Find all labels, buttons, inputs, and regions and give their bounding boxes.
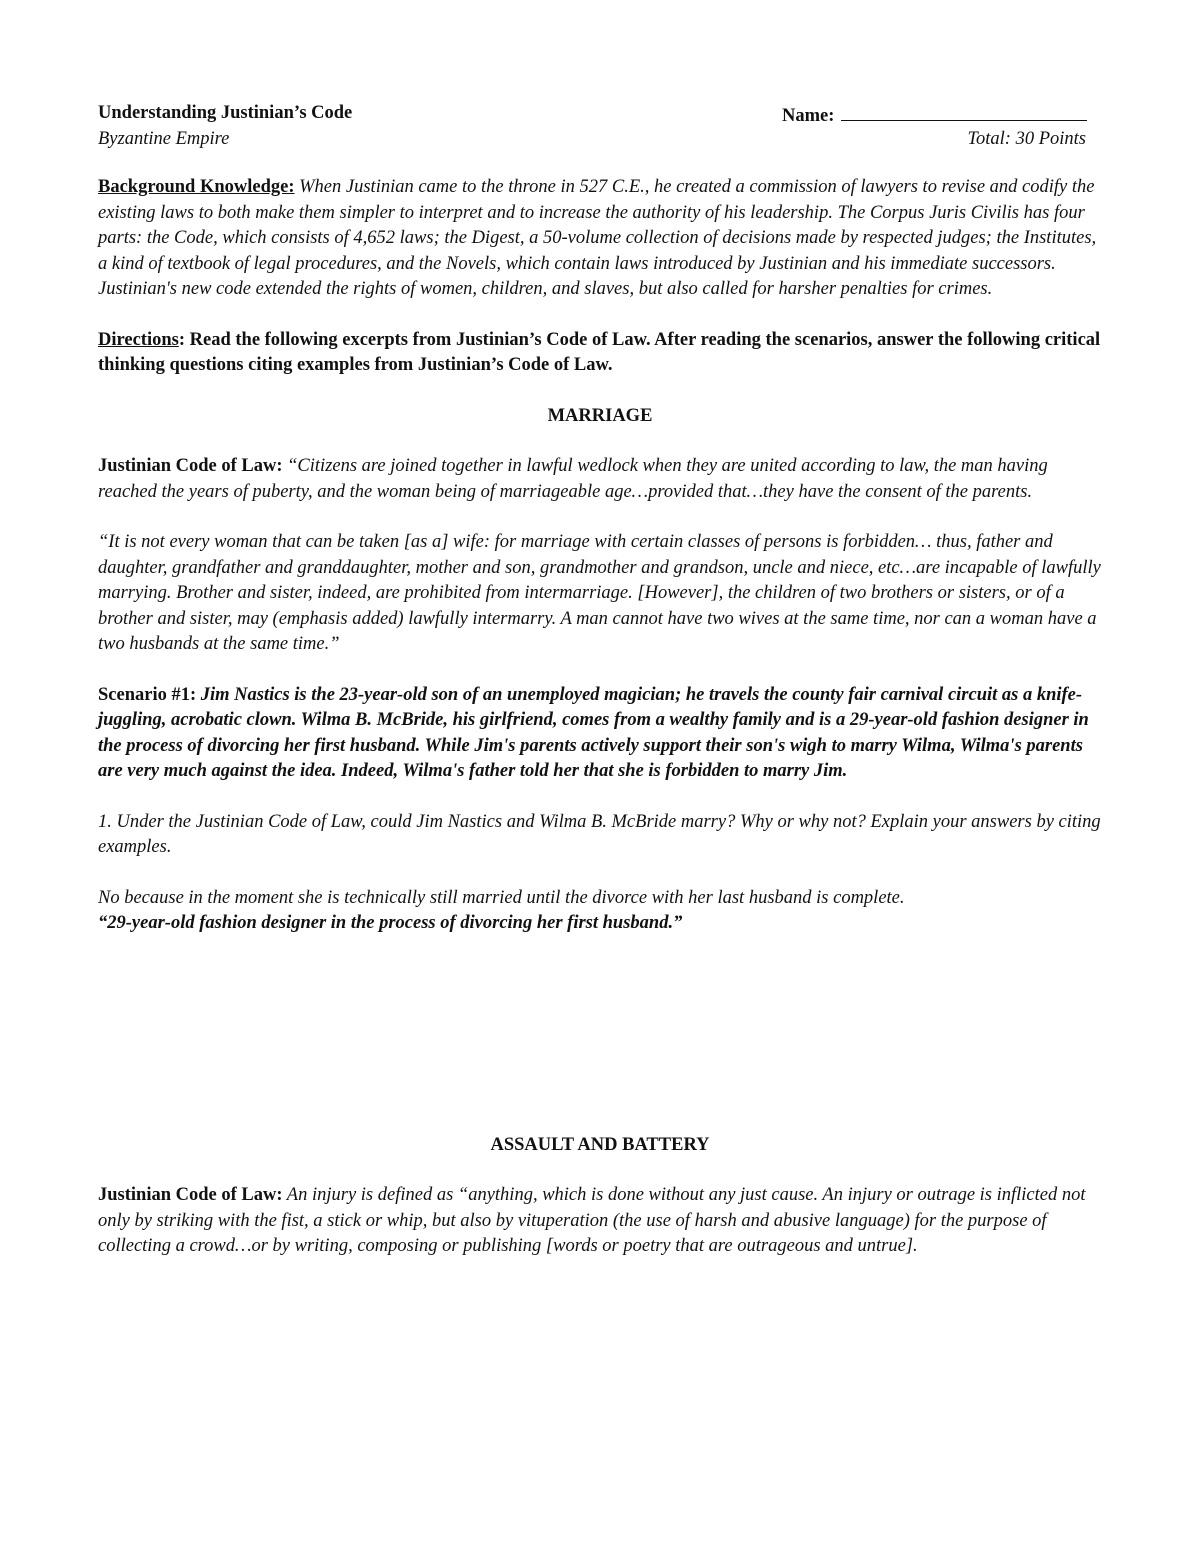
assault-code-text: An injury is defined as “anything, which is done without any just cause. An injury or outrage is inflicted not only by striking with the fist, a stick or whip, but also by vituperation (the use of harsh and abusive language) for the purpose of collecting a crowd…or by writing, composing or publishing [words or poetry that are outrageous and untrue]. [98,1185,1086,1256]
name-blank[interactable] [841,100,1087,121]
header-row [98,100,1102,126]
assault-code-label: Justinian Code of Law: [98,1185,283,1205]
assault-code-paragraph [98,1183,1102,1260]
marriage-heading: MARRIAGE [547,405,653,426]
worksheet-page [98,100,1102,1260]
total-points: Total: 30 Points [967,129,1086,149]
answer-paragraph [98,886,1102,937]
scenario-paragraph [98,683,1102,785]
worksheet-title: Understanding Justinian’s Code [98,103,353,123]
marriage-code-paragraph [98,454,1102,505]
background-paragraph [98,175,1102,303]
marriage-quote-paragraph: “It is not every woman that can be taken [as a] wife: for marriage with certain classes of persons is forbidden… thus, father and daughter, grandfather and granddaughter, mother and son, grandmother and grandson, uncle and niece, etc…are incapable of lawfully marrying. Brother and sister, indeed, are prohibited from intermarriage. [However], the children of two brothers or sisters, or of a brother and sister, may (emphasis added) lawfully intermarry. A man cannot have two wives at the same time, nor can a woman have a two husbands at the same time.” [98,532,1101,654]
question-1: 1. Under the Justinian Code of Law, could Jim Nastics and Wilma B. McBride marry? Why or why not? Explain your answers by citing examples. [98,811,1101,857]
name-field[interactable] [782,100,1087,129]
scenario-text: Jim Nastics is the 23-year-old son of an unemployed magician; he travels the county fair carnival circuit as a knife-juggling, acrobatic clown. Wilma B. McBride, his girlfriend, comes from a wealthy family and is a 29-year-old fashion designer in the process of divorcing her first husband. While Jim's parents actively support their son's wigh to marry Wilma, Wilma's parents are very much against the idea. Indeed, Wilma's father told her that she is forbidden to marry Jim. [98,684,1089,781]
scenario-label: Scenario #1: [98,684,201,705]
background-text: When Justinian came to the throne in 527 C.E., he created a commission of lawyers to revise and codify the existing laws to both make them simpler to interpret and to increase the authority of his leadership. The Corpus Juris Civilis has four parts: the Code, which consists of 4,652 laws; the Digest, a 50-volume collection of decisions made by respected judges; the Institutes, a kind of textbook of legal procedures, and the Novels, which contain laws introduced by Justinian and his immediate successors. Justinian's new code extended the rights of women, children, and slaves, but also called for harsher penalties for crimes. [98,177,1097,299]
worksheet-subtitle: Byzantine Empire [98,129,230,149]
marriage-code-label: Justinian Code of Law: [98,456,283,476]
subheader-row [98,126,1102,152]
answer-text: No because in the moment she is technically still married until the divorce with her last husband is complete. [98,887,905,908]
answer-quote: “29-year-old fashion designer in the process of divorcing her first husband.” [98,913,683,933]
directions-paragraph [98,328,1102,379]
assault-heading: ASSAULT AND BATTERY [490,1134,710,1155]
marriage-code-text: “Citizens are joined together in lawful wedlock when they are united according to law, the man having reached the years of puberty, and the woman being of marriageable age…provided that…they have the consent of the parents. [98,456,1048,502]
directions-label: Directions [98,329,179,350]
background-label: Background Knowledge: [98,177,295,197]
name-label: Name: [782,106,835,126]
directions-text: : Read the following excerpts from Justinian’s Code of Law. After reading the scenarios, answer the following critical thinking questions citing examples from Justinian’s Code of Law. [98,329,1101,375]
